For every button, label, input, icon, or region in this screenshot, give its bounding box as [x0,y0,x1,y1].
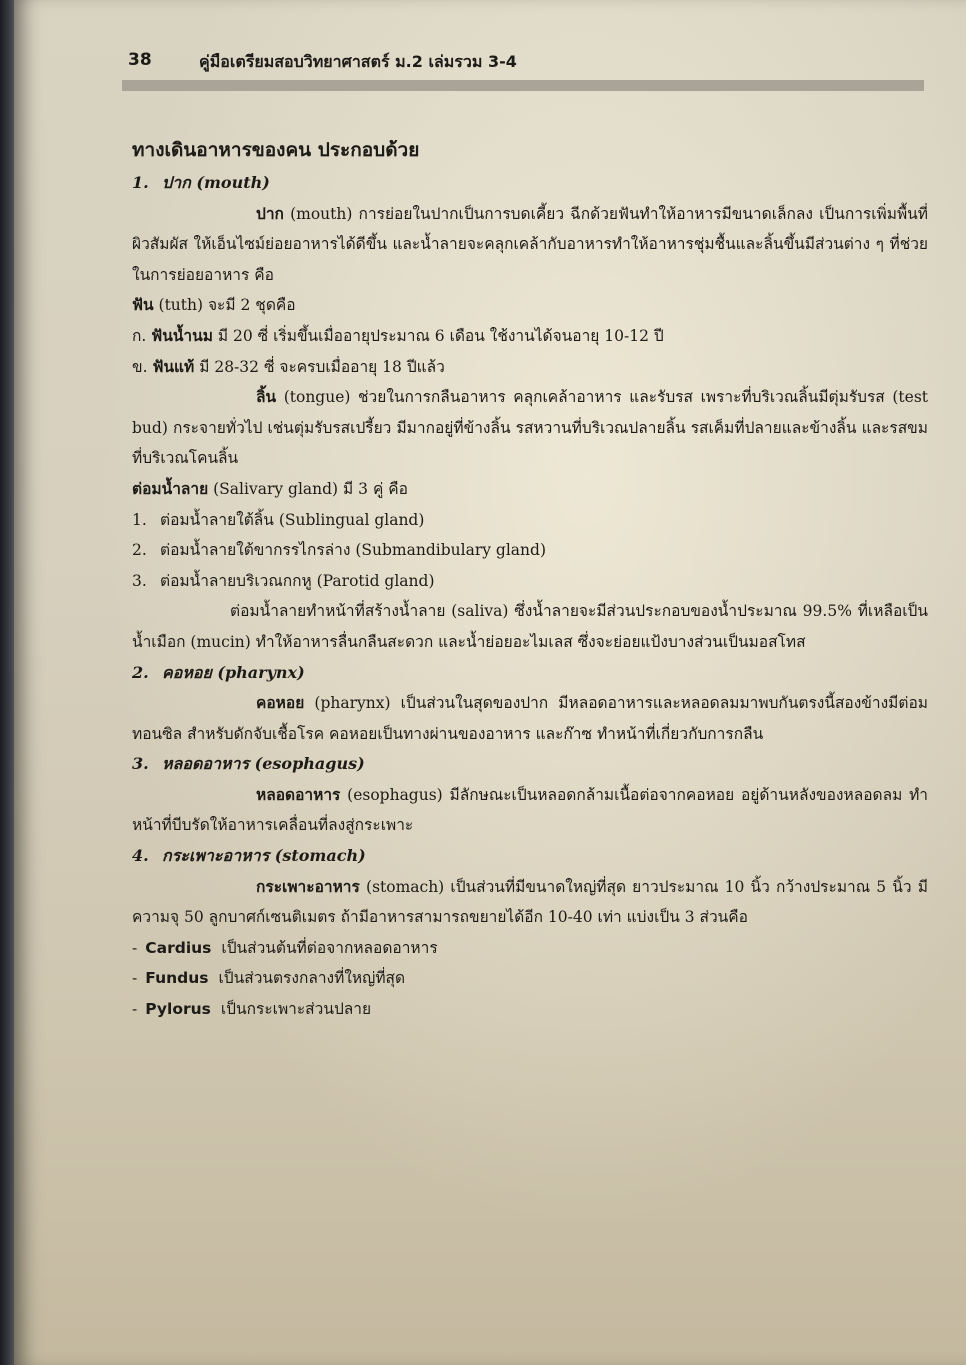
list-item [132,566,928,597]
baby-teeth-line [132,321,928,352]
page-number: 38 [128,50,152,70]
section-heading-pharynx [132,658,928,689]
term-esophagus: หลอดอาหาร [256,785,341,804]
list-number: 3. [132,571,147,590]
bullet-text: เป็นกระเพาะส่วนปลาย [220,1000,372,1019]
bullet-dash: - [132,1000,138,1019]
term-baby-teeth: ฟันน้ำนม [151,326,213,345]
salivary-line [132,474,928,505]
term-salivary-gland: ต่อมน้ำลาย [132,479,209,498]
item-prefix: ก. [132,326,147,345]
header-rule [122,80,924,91]
book-page [14,0,966,1365]
running-title: คู่มือเตรียมสอบวิทยาศาสตร์ ม.2 เล่มรวม 3-4 [199,52,517,71]
bullet-dash: - [132,969,138,988]
section-number: 4. [132,846,149,866]
term-stomach: กระเพาะอาหาร [256,877,360,896]
list-number: 2. [132,541,147,560]
mouth-text: (mouth) การย่อยในปากเป็นการบดเคี้ยว ฉีกด้วยฟันทำให้อาหารมีขนาดเล็กลง เป็นการเพิ่มพื้นที่ผิวสัมผัส ให้เอ็นไซม์ย่อยอาหารได้ดีขึ้น และน้ำลายจะคลุกเคล้ากับอาหารทำให้อาหารชุ่มชื้นและลิ้นขึ้นมีส่วนต่าง ๆ ที่ช่วยในการย่อยอาหาร คือ [132,204,928,284]
esophagus-paragraph [132,780,928,841]
section-number: 1. [132,173,149,192]
list-item [132,994,928,1025]
list-item [132,933,928,964]
section-number: 3. [132,754,149,774]
section-number: 2. [132,662,149,682]
mouth-paragraph [132,199,928,291]
tongue-text: (tongue) ช่วยในการกลืนอาหาร คลุกเคล้าอาหาร และรับรส เพราะที่บริเวณลิ้นมีตุ่มรับรส (test bud) กระจายทั่วไป เช่นตุ่มรับรสเปรี้ยว มีมากอยู่ที่ข้างลิ้น รสหวานที่บริเวณปลายลิ้น รสเค็มที่ปลายและข้างลิ้น และรสขมที่บริเวณโคนลิ้น [132,388,928,468]
term-pharynx: คอหอย [256,694,305,713]
list-text: ต่อมน้ำลายใต้ลิ้น (Sublingual gland) [160,510,425,529]
term-teeth: ฟัน [132,296,154,315]
bullet-dash: - [132,938,138,957]
list-item [132,505,928,536]
saliva-function-paragraph: ต่อมน้ำลายทำหน้าที่สร้างน้ำลาย (saliva) ซึ่งน้ำลายจะมีส่วนประกอบของน้ำประมาณ 99.5% ที่เหลือเป็นน้ำเมือก (mucin) ทำให้อาหารลื่นกลืนสะดวก และน้ำย่อยอะไมเลส ซึ่งจะย่อยแป้งบางส่วนเป็นมอสโทส [132,602,928,651]
list-text: ต่อมน้ำลายบริเวณกกหู (Parotid gland) [160,571,435,590]
bullet-text: เป็นส่วนต้นที่ต่อจากหลอดอาหาร [221,938,438,957]
salivary-text: (Salivary gland) มี 3 คู่ คือ [213,479,408,498]
list-item [132,963,928,994]
section-title: ปาก (mouth) [162,173,270,192]
term-mouth: ปาก [256,204,284,223]
bullet-text: เป็นส่วนตรงกลางที่ใหญ่ที่สุด [218,969,406,988]
tongue-paragraph [132,382,928,474]
item-prefix: ข. [132,357,148,376]
stomach-paragraph [132,872,928,933]
term-tongue: ลิ้น [256,388,277,407]
teeth-text: (tuth) จะมี 2 ชุดคือ [158,296,296,315]
page-content [132,132,928,1025]
pharynx-text: (pharynx) เป็นส่วนในสุดของปาก มีหลอดอาหารและหลอดลมมาพบกันตรงนี้สองข้างมีต่อมทอนซิล สำหรับดักจับเชื้อโรค คอหอยเป็นทางผ่านของอาหาร และก๊าซ ทำหน้าที่เกี่ยวกับการกลืน [132,694,928,743]
baby-teeth-text: มี 20 ซี่ เริ่มขึ้นเมื่ออายุประมาณ 6 เดือน ใช้งานได้จนอายุ 10-12 ปี [217,326,664,345]
stomach-text: (stomach) เป็นส่วนที่มีขนาดใหญ่ที่สุด ยาวประมาณ 10 นิ้ว กว้างประมาณ 5 นิ้ว มีความจุ 50 ลูกบาศก์เซนติเมตร ถ้ามีอาหารสามารถขยายได้อีก 10-40 เท่า แบ่งเป็น 3 ส่วนคือ [132,877,928,927]
main-heading: ทางเดินอาหารของคน ประกอบด้วย [132,139,420,161]
section-title: คอหอย (pharynx) [162,662,305,682]
term-pylorus: Pylorus [145,1000,211,1019]
section-heading-esophagus [132,749,928,780]
pharynx-paragraph [132,688,928,749]
section-title: หลอดอาหาร (esophagus) [162,754,365,774]
section-title: กระเพาะอาหาร (stomach) [162,846,366,866]
term-permanent-teeth: ฟันแท้ [152,357,195,376]
term-fundus: Fundus [145,969,209,988]
section-heading-stomach [132,841,928,872]
term-cardius: Cardius [145,938,212,957]
esophagus-text: (esophagus) มีลักษณะเป็นหลอดกล้ามเนื้อต่อจากคอหอย อยู่ด้านหลังของหลอดลม ทำหน้าที่บีบรัดให้อาหารเคลื่อนที่ลงสู่กระเพาะ [132,785,928,835]
permanent-teeth-text: มี 28-32 ซี่ จะครบเมื่ออายุ 18 ปีแล้ว [199,357,445,376]
list-number: 1. [132,510,147,529]
teeth-line [132,290,928,321]
list-text: ต่อมน้ำลายใต้ขากรรไกรล่าง (Submandibulary gland) [160,541,546,560]
section-heading-mouth [132,168,928,199]
list-item [132,535,928,566]
permanent-teeth-line [132,352,928,383]
